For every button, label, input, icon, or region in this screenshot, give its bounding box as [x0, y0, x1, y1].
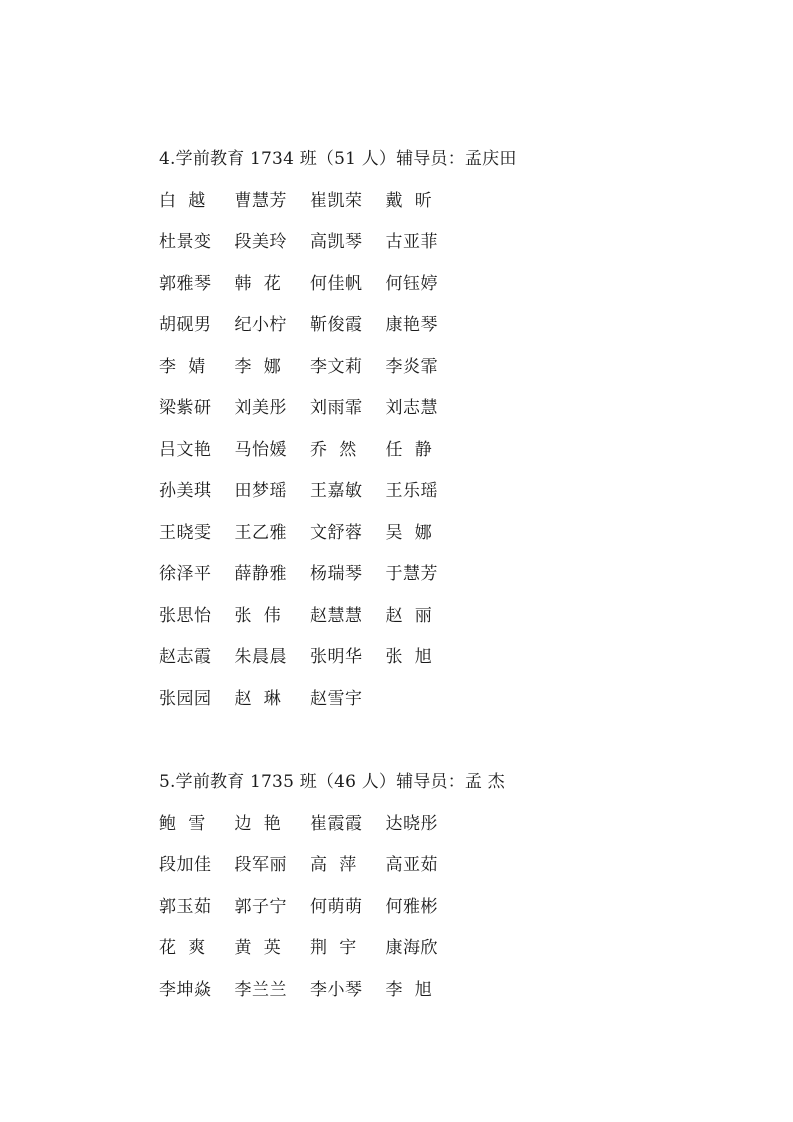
student-name: 崔凯荣 — [310, 190, 363, 211]
student-name: 刘雨霏 — [310, 398, 363, 418]
student-name: 赵慧慧 — [310, 605, 363, 626]
name-row — [159, 686, 517, 728]
student-name: 赵 琳 — [234, 688, 282, 709]
student-name: 刘志慧 — [385, 398, 438, 418]
student-name: 李 娜 — [234, 356, 282, 377]
student-name: 张 伟 — [234, 605, 282, 626]
student-name: 胡砚男 — [159, 315, 212, 335]
student-name: 戴 昕 — [385, 190, 433, 211]
student-name: 张 旭 — [385, 647, 433, 667]
name-row — [159, 478, 517, 520]
student-name: 于慧芳 — [385, 564, 438, 584]
student-name: 王乙雅 — [234, 522, 287, 543]
name-row — [159, 811, 505, 853]
name-row — [159, 188, 517, 230]
name-row — [159, 354, 517, 396]
student-name: 花 爽 — [159, 938, 206, 958]
student-name: 何雅彬 — [385, 896, 438, 917]
student-name: 王乐瑶 — [385, 481, 438, 501]
name-row — [159, 977, 505, 1019]
name-row — [159, 229, 517, 271]
name-row — [159, 935, 505, 977]
section-heading: 4.学前教育 1734 班（51 人）辅导员：孟庆田 — [159, 149, 517, 169]
student-name: 李坤焱 — [159, 979, 212, 1000]
class-section-1734 — [159, 146, 517, 727]
student-name: 古亚菲 — [385, 232, 438, 252]
student-name: 吴 娜 — [385, 522, 433, 543]
student-name: 段加佳 — [159, 855, 212, 875]
name-row — [159, 561, 517, 603]
student-name: 高凯琴 — [310, 232, 363, 252]
student-name: 杜景变 — [159, 232, 212, 252]
student-name: 高 萍 — [310, 855, 357, 875]
student-name: 王嘉敏 — [310, 481, 363, 501]
student-name: 吕文艳 — [159, 439, 212, 460]
student-name: 鲍 雪 — [159, 813, 206, 834]
name-row — [159, 894, 505, 936]
student-name: 白 越 — [159, 190, 206, 211]
student-name: 文舒蓉 — [310, 522, 363, 543]
student-name: 李炎霏 — [385, 356, 438, 377]
student-name: 张明华 — [310, 647, 363, 667]
student-name: 孙美琪 — [159, 481, 212, 501]
student-name: 康艳琴 — [385, 315, 438, 335]
student-name: 纪小柠 — [234, 315, 287, 335]
student-name: 何佳帆 — [310, 273, 363, 294]
student-name: 边 艳 — [234, 813, 282, 834]
student-name: 乔 然 — [310, 439, 357, 460]
student-name: 张园园 — [159, 688, 212, 709]
student-name: 荆 宇 — [310, 938, 357, 958]
student-name: 马怡媛 — [234, 439, 287, 460]
student-name: 刘美彤 — [234, 398, 287, 418]
name-row — [159, 520, 517, 562]
student-name: 达晓彤 — [385, 813, 438, 834]
student-name: 郭子宁 — [234, 896, 287, 917]
student-name: 李 旭 — [385, 979, 433, 1000]
student-name: 何钰婷 — [385, 273, 438, 294]
student-name: 李小琴 — [310, 979, 363, 1000]
student-name: 黄 英 — [234, 938, 282, 958]
student-name: 赵雪宇 — [310, 688, 363, 709]
student-name: 高亚茹 — [385, 855, 438, 875]
name-row — [159, 271, 517, 313]
student-name: 张思怡 — [159, 605, 212, 626]
student-name: 崔霞霞 — [310, 813, 363, 834]
student-name: 郭雅琴 — [159, 273, 212, 294]
student-name: 韩 花 — [234, 273, 282, 294]
student-name: 徐泽平 — [159, 564, 212, 584]
student-name: 靳俊霞 — [310, 315, 363, 335]
student-name: 何萌萌 — [310, 896, 363, 917]
student-name: 郭玉茹 — [159, 896, 212, 917]
name-row — [159, 395, 517, 437]
name-row — [159, 603, 517, 645]
name-row — [159, 437, 517, 479]
student-name: 段军丽 — [234, 855, 287, 875]
student-name: 段美玲 — [234, 232, 287, 252]
student-name: 康海欣 — [385, 938, 438, 958]
student-name: 李文莉 — [310, 356, 363, 377]
student-name-list — [159, 811, 505, 1019]
student-name: 薛静雅 — [234, 564, 287, 584]
name-row — [159, 852, 505, 894]
section-heading: 5.学前教育 1735 班（46 人）辅导员：孟 杰 — [159, 772, 505, 792]
student-name: 田梦瑶 — [234, 481, 287, 501]
student-name: 李 婧 — [159, 356, 206, 377]
student-name: 王晓雯 — [159, 522, 212, 543]
name-row — [159, 312, 517, 354]
student-name: 李兰兰 — [234, 979, 287, 1000]
student-name: 朱晨晨 — [234, 647, 287, 667]
student-name: 梁紫研 — [159, 398, 212, 418]
student-name: 曹慧芳 — [234, 190, 287, 211]
class-section-1735 — [159, 769, 505, 1018]
student-name: 赵志霞 — [159, 647, 212, 667]
student-name: 任 静 — [385, 439, 433, 460]
student-name: 赵 丽 — [385, 605, 433, 626]
student-name: 杨瑞琴 — [310, 564, 363, 584]
name-row — [159, 644, 517, 686]
student-name-list — [159, 188, 517, 728]
